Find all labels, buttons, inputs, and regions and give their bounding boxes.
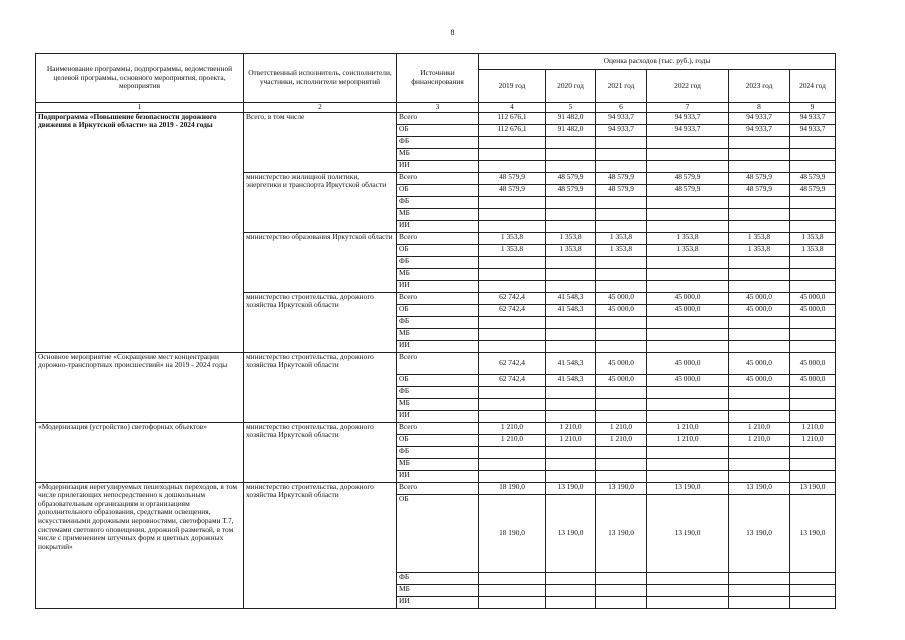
empty-cell [479,256,546,268]
empty-cell [479,220,546,232]
source-cell: ИИ [397,280,479,292]
source-cell: Всего [397,172,479,184]
empty-cell [546,268,596,280]
value-cell: 1 353,8 [790,232,836,244]
empty-cell [479,398,546,410]
empty-cell [546,340,596,352]
empty-cell [647,446,729,458]
empty-cell [596,410,647,422]
empty-cell [790,446,836,458]
empty-cell [479,596,546,608]
empty-cell [479,470,546,482]
source-cell: ФБ [397,572,479,584]
value-cell: 13 190,0 [790,482,836,494]
value-cell: 94 933,7 [790,112,836,124]
empty-cell [729,572,790,584]
empty-cell [546,458,596,470]
empty-cell [647,584,729,596]
value-cell: 1 210,0 [647,422,729,434]
value-cell: 45 000,0 [790,304,836,316]
value-cell: 1 353,8 [546,244,596,256]
empty-cell [596,458,647,470]
value-cell: 94 933,7 [596,112,647,124]
value-cell: 1 353,8 [479,232,546,244]
empty-cell [596,446,647,458]
empty-cell [546,328,596,340]
empty-cell [790,328,836,340]
value-cell: 45 000,0 [647,374,729,386]
table-row [36,352,836,374]
empty-cell [596,220,647,232]
table-body [36,112,836,608]
value-cell: 13 190,0 [729,494,790,572]
empty-cell [546,386,596,398]
executor-cell: Всего, в том числе [244,112,397,172]
value-cell: 1 210,0 [546,422,596,434]
source-cell: МБ [397,148,479,160]
value-cell: 62 742,4 [479,292,546,304]
empty-cell [790,340,836,352]
table-row [36,422,836,434]
empty-cell [479,410,546,422]
empty-cell [596,470,647,482]
value-cell: 13 190,0 [546,494,596,572]
source-cell: Всего [397,482,479,494]
program-name-cell: «Модернизация (устройство) светофорных объектов» [36,422,244,482]
empty-cell [479,148,546,160]
empty-cell [729,470,790,482]
source-cell: Всего [397,112,479,124]
empty-cell [729,386,790,398]
source-cell: МБ [397,208,479,220]
empty-cell [729,446,790,458]
empty-cell [790,386,836,398]
empty-cell [790,470,836,482]
empty-cell [479,386,546,398]
value-cell: 94 933,7 [596,124,647,136]
header-year: 2019 год [479,70,546,103]
empty-cell [790,268,836,280]
value-cell: 48 579,9 [479,172,546,184]
value-cell: 48 579,9 [546,172,596,184]
empty-cell [729,148,790,160]
value-cell: 1 353,8 [729,232,790,244]
empty-cell [596,316,647,328]
empty-cell [546,470,596,482]
header-source: Источники финансирования [397,54,479,103]
header-year: 2023 год [729,70,790,103]
value-cell: 48 579,9 [546,184,596,196]
value-cell: 1 210,0 [647,434,729,446]
source-cell: ОБ [397,244,479,256]
column-number: 6 [596,103,647,113]
source-cell: ФБ [397,316,479,328]
empty-cell [790,220,836,232]
value-cell: 48 579,9 [647,172,729,184]
executor-cell: министерство строительства, дорожного хозяйства Иркутской области [244,352,397,422]
empty-cell [729,208,790,220]
source-cell: МБ [397,328,479,340]
empty-cell [479,340,546,352]
value-cell: 41 548,3 [546,304,596,316]
empty-cell [479,328,546,340]
program-name-cell: «Модернизация нерегулируемых пешеходных переходов, в том числе прилегающих непосредственно к дошкольным образовательным организациям и организациям дополнительного образования, средствами освещения, искусственными дорожными неровностями, светофорами Т.7, системами светового оповещения, дорожной разметкой, в том числе с применением штучных форм и цветных дорожных покрытий» [36,482,244,608]
empty-cell [729,280,790,292]
empty-cell [546,256,596,268]
empty-cell [546,196,596,208]
value-cell: 1 353,8 [647,232,729,244]
empty-cell [596,268,647,280]
source-cell: ОБ [397,184,479,196]
empty-cell [790,148,836,160]
empty-cell [546,208,596,220]
source-cell: ОБ [397,304,479,316]
value-cell: 13 190,0 [596,482,647,494]
value-cell: 45 000,0 [729,292,790,304]
column-number: 5 [546,103,596,113]
value-cell: 1 210,0 [596,422,647,434]
value-cell: 1 353,8 [479,244,546,256]
column-number: 9 [790,103,836,113]
source-cell: ОБ [397,124,479,136]
empty-cell [596,328,647,340]
source-cell: ФБ [397,196,479,208]
empty-cell [647,596,729,608]
value-cell: 41 548,3 [546,374,596,386]
value-cell: 1 210,0 [729,434,790,446]
value-cell: 48 579,9 [647,184,729,196]
value-cell: 62 742,4 [479,304,546,316]
empty-cell [647,386,729,398]
budget-table [35,53,836,609]
header-costs: Оценка расходов (тыс. руб.), годы [479,54,836,70]
source-cell: Всего [397,422,479,434]
value-cell: 1 210,0 [546,434,596,446]
value-cell: 45 000,0 [647,292,729,304]
source-cell: ФБ [397,386,479,398]
empty-cell [479,316,546,328]
executor-cell: министерство строительства, дорожного хозяйства Иркутской области [244,422,397,482]
empty-cell [546,572,596,584]
empty-cell [790,208,836,220]
empty-cell [729,458,790,470]
executor-cell: министерство строительства, дорожного хозяйства Иркутской области [244,292,397,352]
value-cell: 1 210,0 [729,422,790,434]
empty-cell [596,148,647,160]
executor-cell: министерство строительства, дорожного хозяйства Иркутской области [244,482,397,608]
empty-cell [647,280,729,292]
source-cell: МБ [397,584,479,596]
value-cell: 48 579,9 [596,184,647,196]
column-number: 2 [244,103,397,113]
value-cell: 48 579,9 [790,172,836,184]
empty-cell [729,584,790,596]
program-name-cell: Подпрограмма «Повышение безопасности дорожного движения в Иркутской области» на 2019 - 2024 годы [36,112,244,352]
value-cell: 45 000,0 [790,374,836,386]
empty-cell [546,280,596,292]
source-cell: ИИ [397,160,479,172]
value-cell: 112 676,1 [479,112,546,124]
empty-cell [647,340,729,352]
source-cell: ИИ [397,410,479,422]
empty-cell [596,596,647,608]
value-cell: 1 353,8 [729,244,790,256]
empty-cell [647,196,729,208]
empty-cell [647,470,729,482]
empty-cell [729,398,790,410]
empty-cell [479,458,546,470]
empty-cell [647,136,729,148]
empty-cell [546,596,596,608]
empty-cell [790,572,836,584]
empty-cell [546,584,596,596]
column-number: 4 [479,103,546,113]
empty-cell [729,328,790,340]
empty-cell [729,136,790,148]
value-cell: 45 000,0 [596,292,647,304]
empty-cell [596,280,647,292]
value-cell: 1 210,0 [596,434,647,446]
header-year: 2024 год [790,70,836,103]
source-cell: Всего [397,352,479,374]
column-number: 1 [36,103,244,113]
empty-cell [647,410,729,422]
program-name-cell: Основное мероприятие «Сокращение мест концентрации дорожно-транспортных происшествий» на 2019 - 2024 годы [36,352,244,422]
source-cell: ИИ [397,470,479,482]
value-cell: 94 933,7 [647,124,729,136]
source-cell: МБ [397,458,479,470]
source-cell: ИИ [397,340,479,352]
value-cell: 1 353,8 [790,244,836,256]
empty-cell [546,316,596,328]
empty-cell [790,410,836,422]
value-cell: 94 933,7 [647,112,729,124]
value-cell: 13 190,0 [647,482,729,494]
value-cell: 48 579,9 [790,184,836,196]
empty-cell [729,596,790,608]
value-cell: 41 548,3 [546,292,596,304]
value-cell: 48 579,9 [729,172,790,184]
empty-cell [647,268,729,280]
source-cell: МБ [397,398,479,410]
empty-cell [729,316,790,328]
empty-cell [790,398,836,410]
value-cell: 48 579,9 [596,172,647,184]
source-cell: ОБ [397,494,479,572]
value-cell: 13 190,0 [729,482,790,494]
empty-cell [647,208,729,220]
empty-cell [647,398,729,410]
page-number: 8 [450,28,455,37]
value-cell: 13 190,0 [647,494,729,572]
value-cell: 18 190,0 [479,494,546,572]
empty-cell [790,280,836,292]
column-number: 3 [397,103,479,113]
empty-cell [790,596,836,608]
empty-cell [596,340,647,352]
empty-cell [479,208,546,220]
executor-cell: министерство образования Иркутской области [244,232,397,292]
empty-cell [546,160,596,172]
table-row [36,112,836,124]
empty-cell [596,572,647,584]
empty-cell [596,398,647,410]
empty-cell [647,458,729,470]
empty-cell [596,196,647,208]
value-cell: 1 210,0 [790,434,836,446]
value-cell: 91 482,0 [546,112,596,124]
header-name: Наименование программы, подпрограммы, ведомственной целевой программы, основного мероприятия, проекта, мероприятия [36,54,244,103]
empty-cell [479,196,546,208]
value-cell: 62 742,4 [479,352,546,374]
source-cell: ОБ [397,434,479,446]
empty-cell [479,280,546,292]
value-cell: 45 000,0 [596,352,647,374]
empty-cell [790,136,836,148]
empty-cell [596,136,647,148]
header-executor: Ответственный исполнитель, соисполнители, участники, исполнители мероприятий [244,54,397,103]
empty-cell [729,220,790,232]
empty-cell [479,584,546,596]
value-cell: 1 210,0 [790,422,836,434]
value-cell: 45 000,0 [647,304,729,316]
table-row [36,482,836,494]
empty-cell [546,446,596,458]
value-cell: 94 933,7 [790,124,836,136]
empty-cell [729,340,790,352]
empty-cell [596,160,647,172]
value-cell: 48 579,9 [729,184,790,196]
column-number: 8 [729,103,790,113]
source-cell: ОБ [397,374,479,386]
value-cell: 94 933,7 [729,112,790,124]
value-cell: 45 000,0 [790,352,836,374]
header-year: 2021 год [596,70,647,103]
header-year: 2022 год [647,70,729,103]
source-cell: Всего [397,292,479,304]
empty-cell [790,316,836,328]
source-cell: ФБ [397,136,479,148]
value-cell: 45 000,0 [596,304,647,316]
value-cell: 13 190,0 [596,494,647,572]
empty-cell [729,410,790,422]
value-cell: 41 548,3 [546,352,596,374]
empty-cell [790,458,836,470]
value-cell: 13 190,0 [546,482,596,494]
source-cell: ИИ [397,596,479,608]
source-cell: ФБ [397,256,479,268]
value-cell: 91 482,0 [546,124,596,136]
empty-cell [647,160,729,172]
value-cell: 62 742,4 [479,374,546,386]
empty-cell [647,220,729,232]
empty-cell [790,196,836,208]
empty-cell [479,446,546,458]
value-cell: 1 353,8 [647,244,729,256]
value-cell: 48 579,9 [479,184,546,196]
value-cell: 1 353,8 [596,232,647,244]
column-number: 7 [647,103,729,113]
empty-cell [647,316,729,328]
empty-cell [647,328,729,340]
empty-cell [479,572,546,584]
empty-cell [647,572,729,584]
value-cell: 1 353,8 [596,244,647,256]
empty-cell [596,386,647,398]
empty-cell [729,196,790,208]
source-cell: ФБ [397,446,479,458]
value-cell: 45 000,0 [729,374,790,386]
value-cell: 13 190,0 [790,494,836,572]
value-cell: 45 000,0 [729,352,790,374]
empty-cell [596,584,647,596]
empty-cell [729,160,790,172]
value-cell: 45 000,0 [729,304,790,316]
source-cell: ИИ [397,220,479,232]
empty-cell [729,256,790,268]
empty-cell [596,208,647,220]
empty-cell [790,160,836,172]
source-cell: Всего [397,232,479,244]
empty-cell [647,256,729,268]
empty-cell [546,148,596,160]
empty-cell [790,256,836,268]
value-cell: 45 000,0 [647,352,729,374]
source-cell: МБ [397,268,479,280]
empty-cell [647,148,729,160]
value-cell: 45 000,0 [790,292,836,304]
header-year: 2020 год [546,70,596,103]
empty-cell [596,256,647,268]
empty-cell [546,220,596,232]
empty-cell [546,398,596,410]
empty-cell [729,268,790,280]
value-cell: 1 210,0 [479,434,546,446]
empty-cell [546,410,596,422]
empty-cell [479,136,546,148]
empty-cell [479,160,546,172]
value-cell: 94 933,7 [729,124,790,136]
empty-cell [790,584,836,596]
empty-cell [479,268,546,280]
value-cell: 45 000,0 [596,374,647,386]
empty-cell [546,136,596,148]
value-cell: 1 353,8 [546,232,596,244]
value-cell: 18 190,0 [479,482,546,494]
executor-cell: министерство жилищной политики, энергетики и транспорта Иркутской области [244,172,397,232]
value-cell: 112 676,1 [479,124,546,136]
value-cell: 1 210,0 [479,422,546,434]
